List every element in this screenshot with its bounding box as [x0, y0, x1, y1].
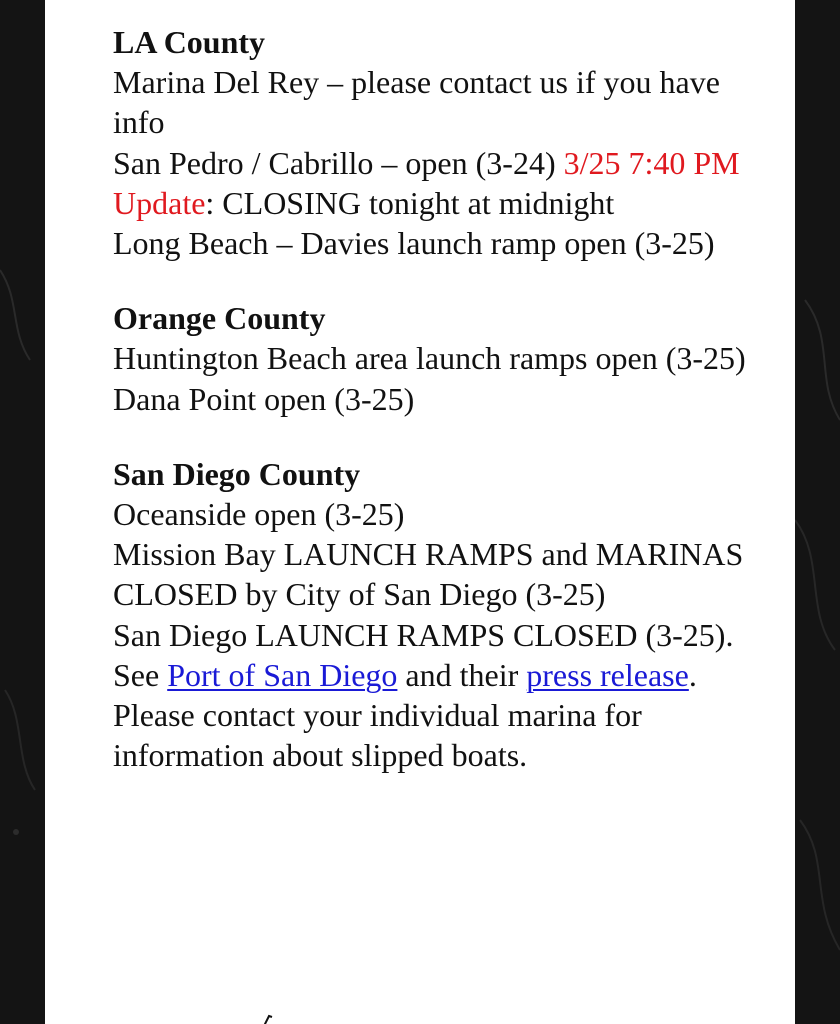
orange-county-heading: Orange County	[113, 300, 326, 337]
oceanside-status: Oceanside open (3-25)	[113, 496, 405, 533]
dana-point-status: Dana Point open (3-25)	[113, 380, 415, 417]
san-pedro-status	[113, 143, 753, 223]
press-release-link[interactable]: press release	[526, 656, 689, 693]
san-diego-text-2: and their	[397, 656, 527, 693]
san-diego-status	[113, 615, 753, 776]
launch-ramp-status-list	[113, 22, 753, 810]
san-diego-text-1: San Diego LAUNCH RAMPS CLOSED (3-25). See	[113, 616, 734, 693]
san-diego-text-3: . Please contact your individual marina for information about slipped boats.	[113, 656, 697, 774]
port-of-san-diego-link[interactable]: Port of San Diego	[167, 656, 398, 693]
decorative-swirl-left	[0, 0, 45, 1024]
decorative-swirl-right	[795, 0, 840, 1024]
san-pedro-closing-text: : CLOSING tonight at midnight	[205, 184, 615, 221]
right-dark-margin	[795, 0, 840, 1024]
cut-off-next-line-mark	[263, 1014, 273, 1024]
san-diego-county-section	[113, 454, 753, 776]
san-pedro-text: San Pedro / Cabrillo – open (3-24)	[113, 144, 564, 181]
article-page	[45, 0, 795, 1024]
la-county-heading: LA County	[113, 24, 266, 60]
left-dark-margin	[0, 0, 45, 1024]
san-diego-county-heading: San Diego County	[113, 455, 361, 492]
la-county-section	[113, 22, 753, 263]
orange-county-section	[113, 298, 753, 419]
long-beach-status: Long Beach – Davies launch ramp open (3-25)	[113, 225, 715, 262]
san-pedro-update-label: 3/25 7:40 PM Update	[113, 144, 740, 221]
mission-bay-status: Mission Bay LAUNCH RAMPS and MARINAS CLOSED by City of San Diego (3-25)	[113, 536, 744, 613]
huntington-beach-status: Huntington Beach area launch ramps open (3-25)	[113, 340, 746, 377]
marina-del-rey-status: Marina Del Rey – please contact us if you have info	[113, 64, 720, 141]
